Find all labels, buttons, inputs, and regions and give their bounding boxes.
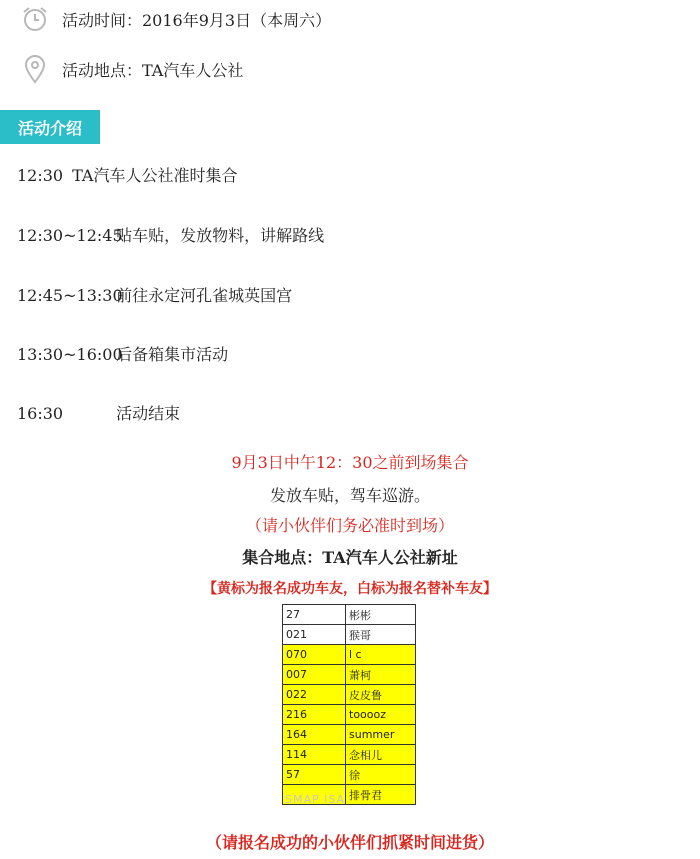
event-time-text: 活动时间：2016年9月3日（本周六） <box>62 10 332 30</box>
roster-number: 216 <box>283 705 346 725</box>
punctuality-notice: （请小伙伴们务必准时到场） <box>245 516 454 535</box>
roster-row <box>283 625 416 645</box>
schedule-desc: 前往永定河孔雀城英国宫 <box>116 286 293 305</box>
schedule-time: 12:45~13:30 <box>17 286 123 305</box>
roster-name: tooooz <box>346 705 416 725</box>
roster-number: 27 <box>283 605 346 625</box>
event-time-row <box>20 4 331 34</box>
roster-number: 021 <box>283 625 346 645</box>
roster-name: 皮皮鲁 <box>346 685 416 705</box>
watermark: SMAP ISA <box>285 793 346 806</box>
event-place-text: 活动地点：TA汽车人公社 <box>62 60 244 80</box>
roster-name: l c <box>346 645 416 665</box>
roster-number: 070 <box>283 645 346 665</box>
schedule-desc: 活动结束 <box>116 404 181 423</box>
roster-number: 022 <box>283 685 346 705</box>
schedule-time: 16:30 <box>17 404 64 423</box>
roster-name: 萧柯 <box>346 665 416 685</box>
schedule-item <box>17 401 180 424</box>
roster-name: 徐 <box>346 765 416 785</box>
schedule-item <box>17 342 228 365</box>
gather-time-notice: 9月3日中午12：30之前到场集合 <box>231 453 469 472</box>
roster-row <box>283 745 416 765</box>
schedule-time: 12:30 <box>17 166 64 185</box>
roster-name: 彬彬 <box>346 605 416 625</box>
roster-number: 114 <box>283 745 346 765</box>
roster-row <box>283 725 416 745</box>
sticker-notice: 发放车贴，驾车巡游。 <box>269 486 430 505</box>
roster-name: summer <box>346 725 416 745</box>
roster-name: 念相儿 <box>346 745 416 765</box>
roster-row <box>283 685 416 705</box>
section-title-badge: 活动介绍 <box>0 110 100 144</box>
roster-row <box>283 645 416 665</box>
roster-name: 猴哥 <box>346 625 416 645</box>
location-pin-icon <box>20 54 50 84</box>
roster-name: 排骨君 <box>346 785 416 805</box>
roster-row <box>283 705 416 725</box>
alarm-clock-icon <box>20 4 50 34</box>
event-place-row <box>20 54 243 84</box>
schedule-desc: 后备箱集市活动 <box>116 345 229 364</box>
schedule-item <box>17 283 292 306</box>
schedule-item <box>17 223 324 246</box>
roster-number: 007 <box>283 665 346 685</box>
schedule-time: 13:30~16:00 <box>17 345 123 364</box>
roster-number: 164 <box>283 725 346 745</box>
schedule-time: 12:30~12:45 <box>17 226 123 245</box>
schedule-desc: TA汽车人公社准时集合 <box>72 166 238 185</box>
roster-number: 57 <box>283 765 346 785</box>
schedule-item <box>17 163 237 186</box>
legend-notice: 【黄标为报名成功车友，白标为报名替补车友】 <box>203 581 497 597</box>
stock-up-notice: （请报名成功的小伙伴们抓紧时间进货） <box>205 833 494 852</box>
roster-row <box>283 765 416 785</box>
gather-place-notice: 集合地点：TA汽车人公社新址 <box>242 548 458 567</box>
roster-row <box>283 605 416 625</box>
roster-row <box>283 665 416 685</box>
schedule-desc: 贴车贴，发放物料，讲解路线 <box>116 226 325 245</box>
roster-table <box>282 604 418 805</box>
